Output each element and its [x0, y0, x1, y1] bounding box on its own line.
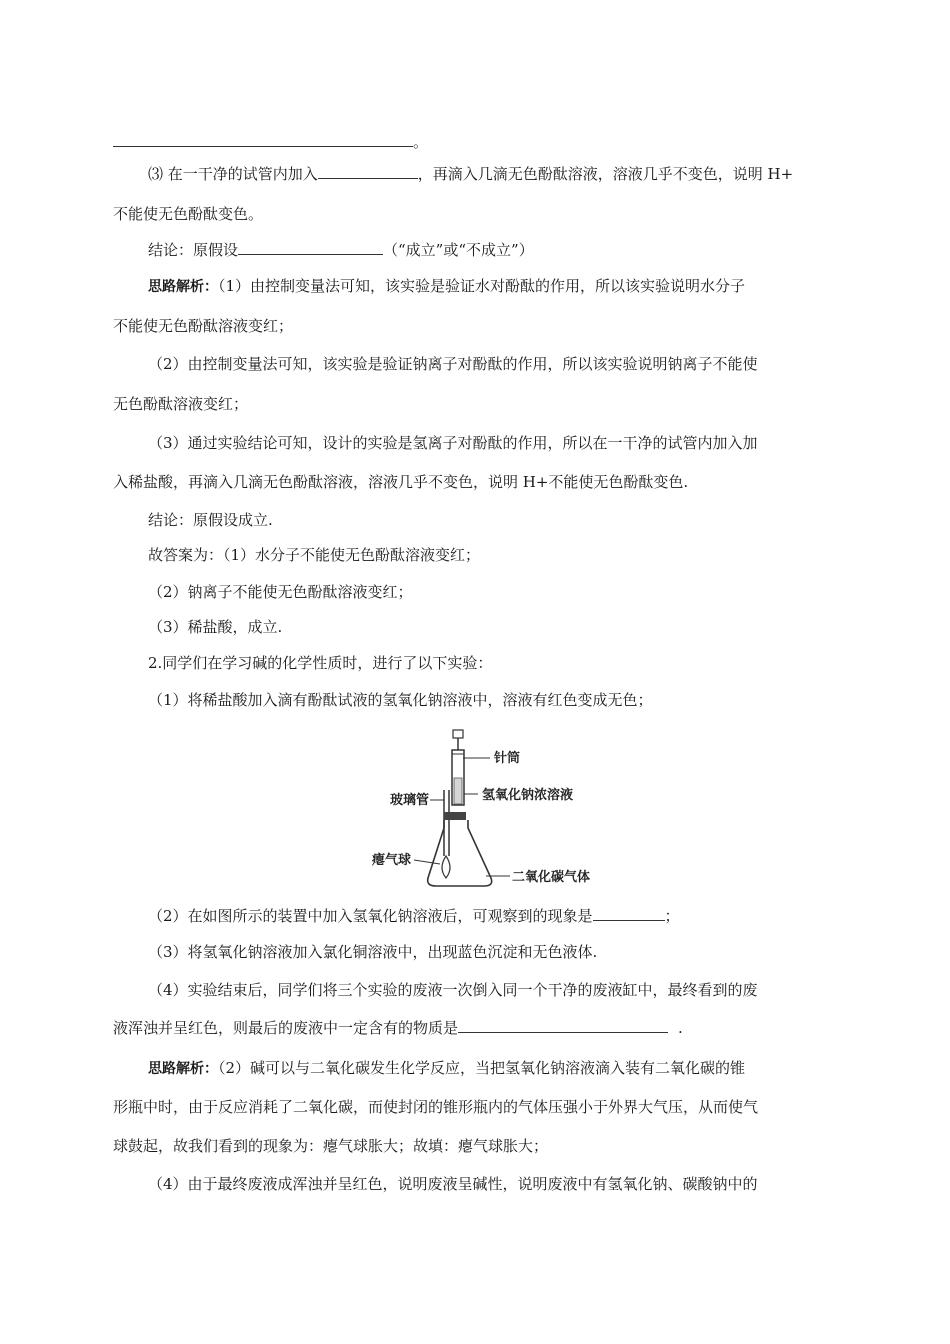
line-12: 故答案为：（1）水分子不能使无色酚酞溶液变红；	[148, 546, 481, 564]
apparatus-figure	[360, 728, 620, 898]
line-24: （4）由于最终废液成浑浊并呈红色，说明废液呈碱性，说明废液中有氢氧化钠、碳酸钠中的	[148, 1175, 758, 1193]
line-10: 入稀盐酸，再滴入几滴无色酚酞溶液，溶液几乎不变色，说明 H+不能使无色酚酞变色.	[113, 473, 689, 491]
label-syringe: 针筒	[494, 751, 521, 766]
label-co2: 二氧化碳气体	[512, 870, 591, 885]
line-2: ⑶ 在一干净的试管内加入 ，再滴入几滴无色酚酞溶液，溶液几乎不变色，说明 H+	[148, 165, 794, 183]
line-19: （4）实验结束后，同学们将三个实验的废液一次倒入同一个干净的废液缸中，最终看到的废	[148, 981, 758, 999]
line-4: 结论：原假设 （“成立”或“不成立”）	[148, 241, 534, 259]
line-5: 思路解析：（1）由控制变量法可知，该实验是验证水对酚酞的作用，所以该实验说明水分子	[148, 277, 746, 295]
line-14: （3）稀盐酸，成立.	[148, 618, 283, 636]
label-balloon: 瘪气球	[372, 853, 412, 868]
line-22: 形瓶中时，由于反应消耗了二氧化碳，而使封闭的锥形瓶内的气体压强小于外界大气压，从而使气	[113, 1098, 759, 1116]
analysis-label: 思路解析：	[148, 279, 218, 295]
line-8: 无色酚酞溶液变红；	[113, 395, 249, 413]
analysis-label: 思路解析：	[148, 1061, 218, 1077]
line-20: 液浑浊并呈红色，则最后的废液中一定含有的物质是 .	[113, 1019, 683, 1037]
naoh-solution	[454, 778, 462, 804]
line-15: 2.同学们在学习碱的化学性质时，进行了以下实验：	[148, 654, 493, 672]
answer-blank[interactable]	[318, 164, 418, 179]
answer-blank[interactable]	[593, 906, 665, 921]
answer-blank[interactable]	[113, 132, 413, 147]
label-naoh: 氢氧化钠浓溶液	[482, 788, 574, 803]
line-17: （2）在如图所示的装置中加入氢氧化钠溶液后，可观察到的现象是 ；	[148, 907, 680, 925]
line-11: 结论：原假设成立.	[148, 511, 273, 529]
line-16: （1）将稀盐酸加入滴有酚酞试液的氢氧化钠溶液中，溶液有红色变成无色；	[148, 691, 653, 709]
label-glass-tube: 玻璃管	[390, 793, 430, 808]
line-23: 球鼓起，故我们看到的现象为：瘪气球胀大；故填：瘪气球胀大；	[113, 1137, 549, 1155]
line-18: （3）将氢氧化钠溶液加入氯化铜溶液中，出现蓝色沉淀和无色液体.	[148, 943, 598, 961]
stopper	[444, 812, 466, 820]
line-13: （2）钠离子不能使无色酚酞溶液变红；	[148, 583, 413, 601]
line-9: （3）通过实验结论可知，设计的实验是氢离子对酚酞的作用，所以在一干净的试管内加入加	[148, 434, 758, 452]
conical-flask	[428, 820, 492, 886]
line-3: 不能使无色酚酞变色。	[113, 205, 264, 223]
line-1: 。	[113, 132, 428, 152]
syringe-plunger	[453, 730, 463, 738]
answer-blank[interactable]	[458, 1018, 668, 1033]
answer-blank[interactable]	[238, 240, 383, 255]
balloon	[442, 856, 450, 878]
line-6: 不能使无色酚酞溶液变红；	[113, 317, 294, 335]
line-7: （2）由控制变量法可知，该实验是验证钠离子对酚酞的作用，所以该实验说明钠离子不能使	[148, 355, 758, 373]
line-21: 思路解析：（2）碱可以与二氧化碳发生化学反应，当把氢氧化钠溶液滴入装有二氧化碳的锥	[148, 1059, 746, 1077]
